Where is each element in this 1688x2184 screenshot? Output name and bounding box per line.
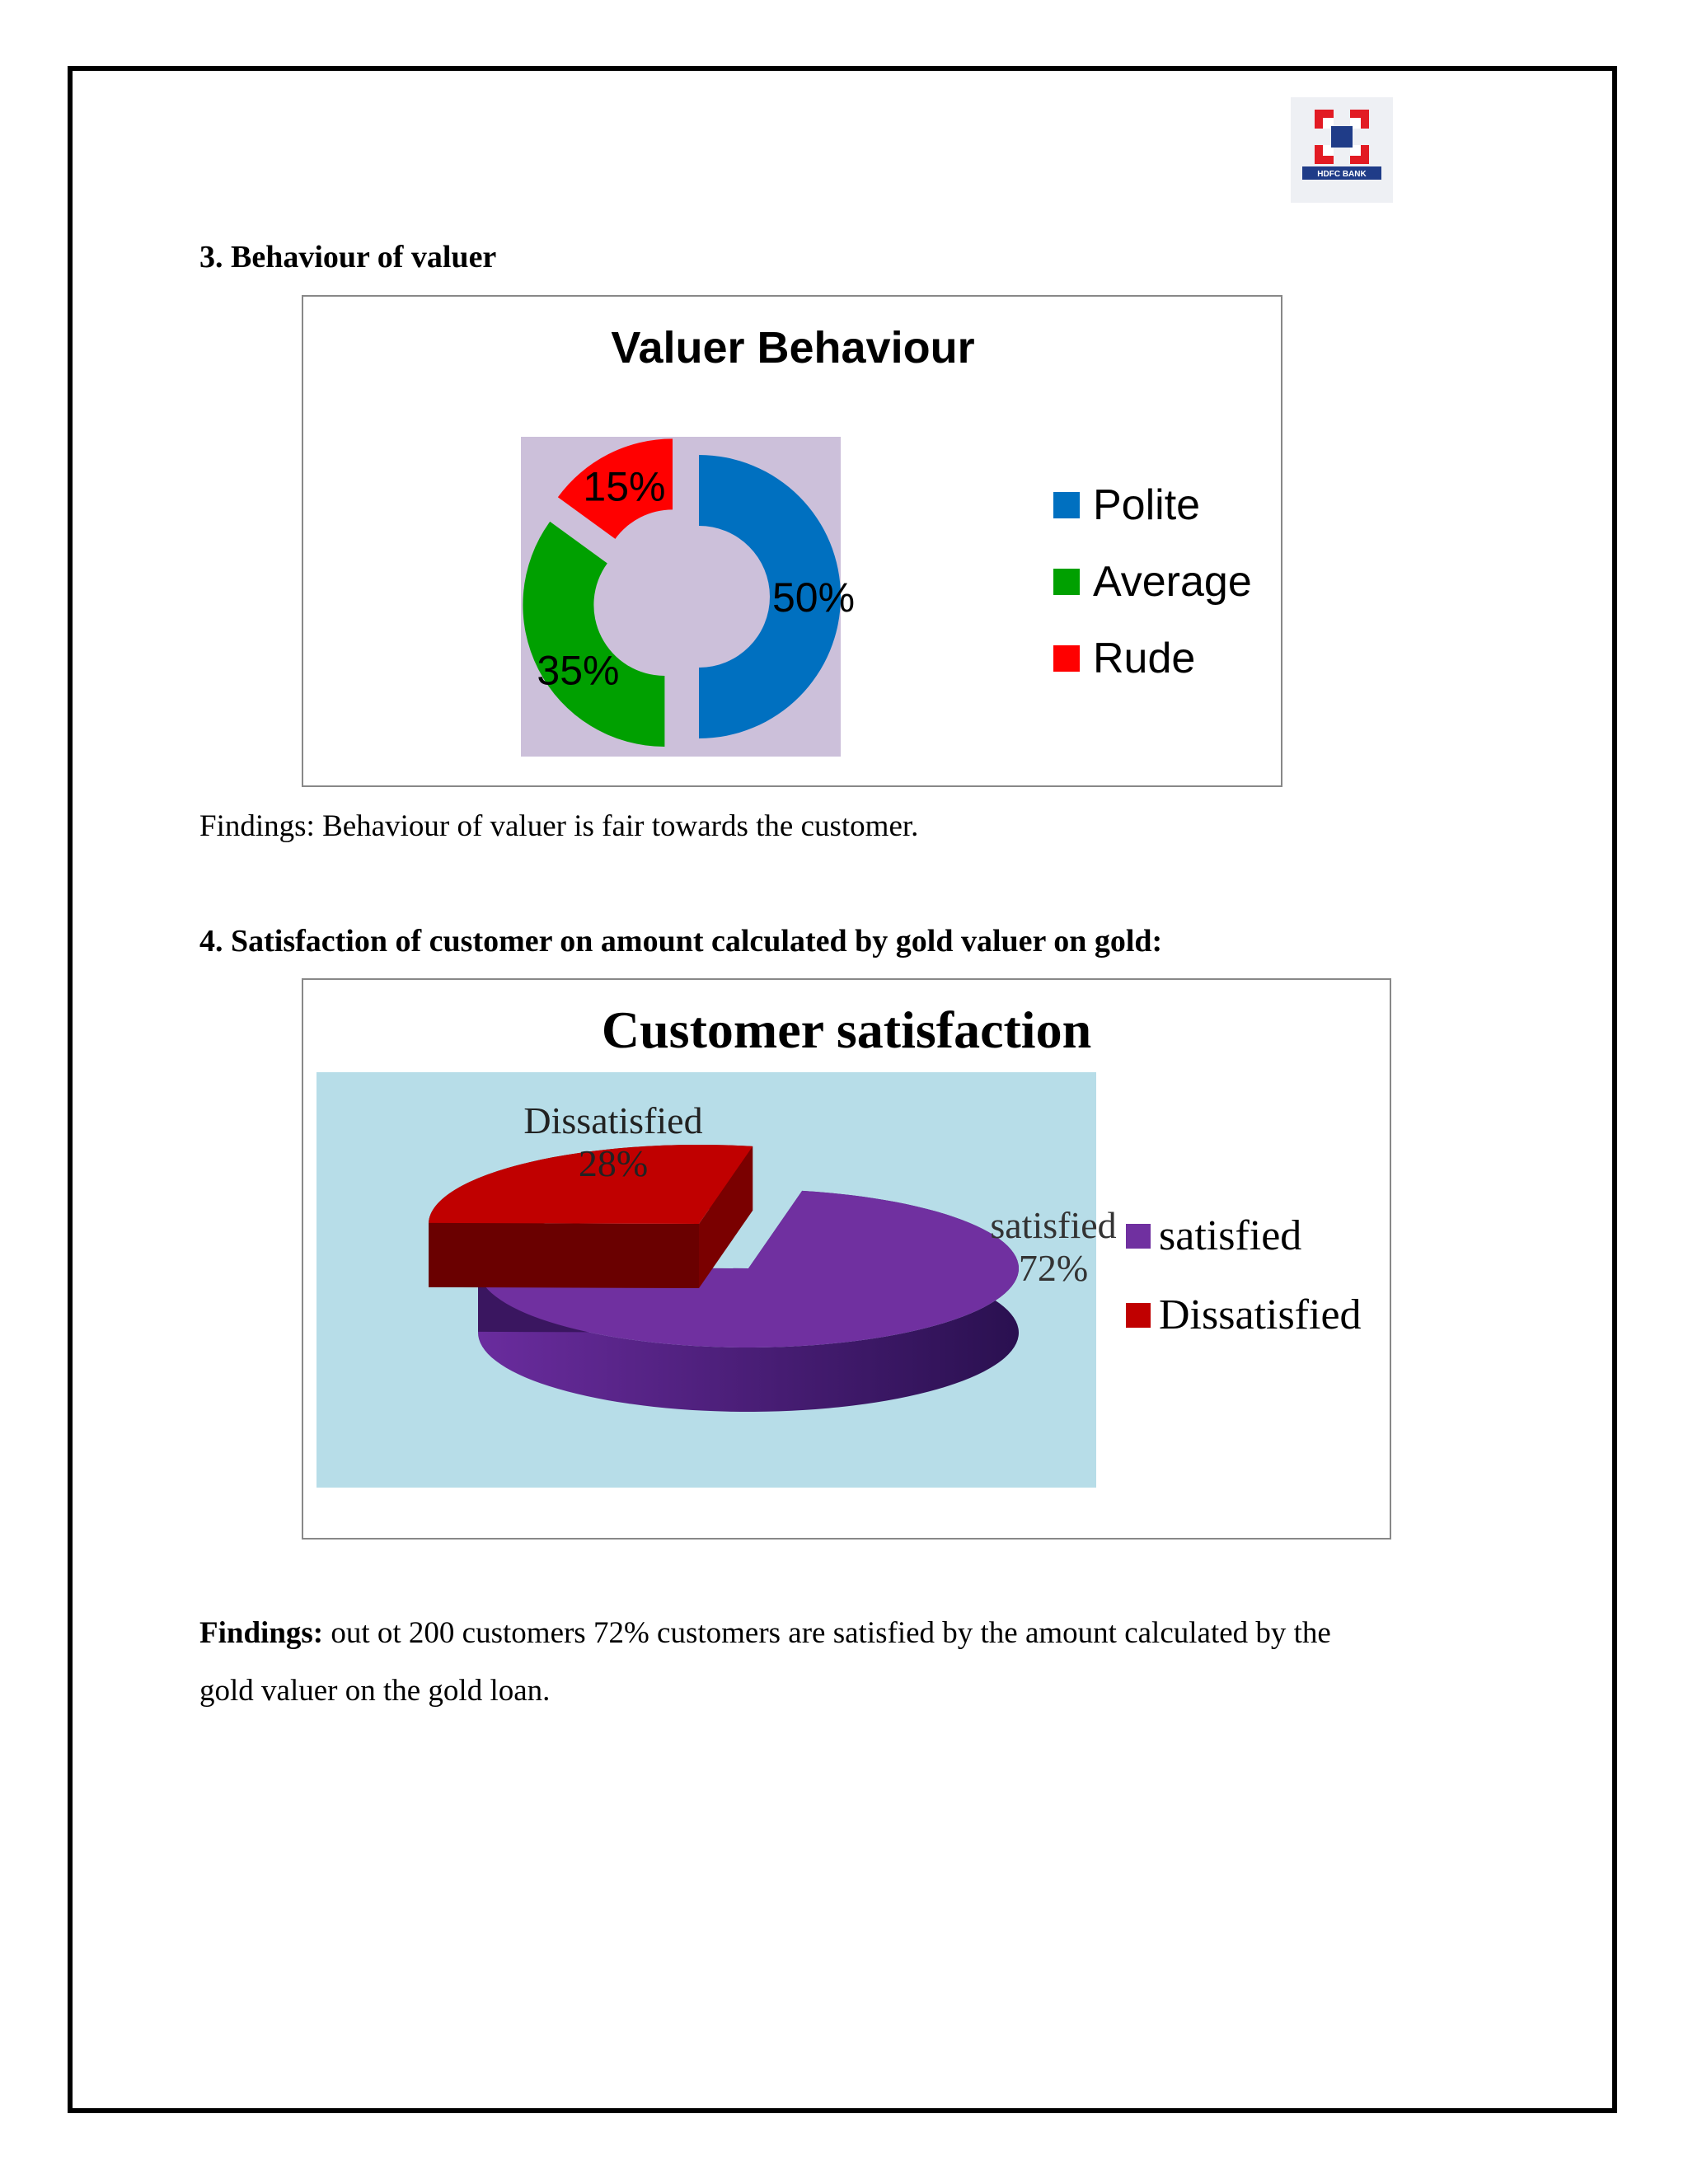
section3-heading: 3. Behaviour of valuer	[199, 240, 497, 274]
chart1-title: Valuer Behaviour	[611, 323, 975, 373]
data-label-satisfied-1: 72%	[1018, 1247, 1089, 1289]
legend-label-average: Average	[1093, 558, 1252, 606]
section4-heading: 4. Satisfaction of customer on amount calculated by gold valuer on gold:	[199, 924, 1163, 958]
slice-wall-dissatisfied-a	[429, 1223, 699, 1288]
valuer-behaviour-chart	[302, 295, 1282, 787]
legend-swatch-rude	[1053, 645, 1080, 672]
findings-label: Findings:	[199, 1616, 324, 1650]
data-label-dissatisfied-0: Dissatisfied	[523, 1099, 703, 1141]
findings-text: out ot 200 customers 72% customers are satisfied by the amount calculated by the	[323, 1616, 1331, 1650]
data-label-satisfied-0: satisfied	[990, 1204, 1117, 1246]
chart2-title: Customer satisfaction	[601, 1001, 1092, 1059]
logo-text: HDFC BANK	[1317, 170, 1367, 179]
section4-findings-line1	[199, 1615, 1331, 1651]
legend-swatch-polite	[1053, 492, 1080, 518]
section3-findings: Findings: Behaviour of valuer is fair towards the customer.	[199, 809, 919, 843]
legend-label-satisfied: satisfied	[1159, 1212, 1302, 1259]
customer-satisfaction-chart	[302, 978, 1391, 1540]
legend-swatch-satisfied	[1126, 1224, 1151, 1249]
data-label-dissatisfied-1: 28%	[578, 1142, 649, 1184]
legend-label-polite: Polite	[1093, 481, 1201, 529]
legend-label-dissatisfied: Dissatisfied	[1159, 1291, 1362, 1338]
legend-swatch-average	[1053, 569, 1080, 595]
data-label-rude: 15%	[583, 463, 666, 510]
data-label-polite: 50%	[771, 574, 856, 621]
hdfc-bank-logo	[1291, 97, 1393, 203]
legend-swatch-dissatisfied	[1126, 1303, 1151, 1328]
section4-findings-line2: gold valuer on the gold loan.	[199, 1674, 551, 1708]
legend-label-rude: Rude	[1093, 635, 1196, 682]
data-label-average: 35%	[537, 647, 620, 694]
